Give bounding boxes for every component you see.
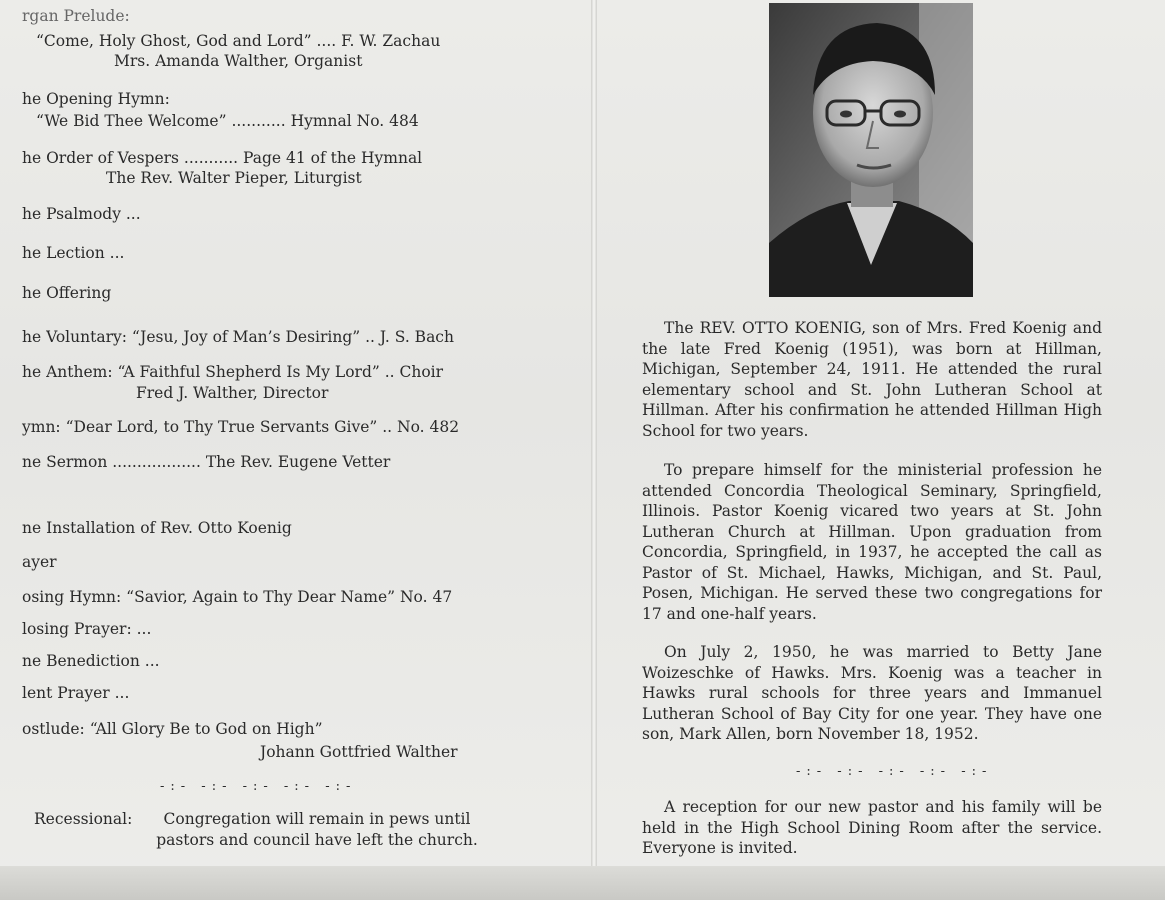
opening-hymn-heading: he Opening Hymn: xyxy=(22,90,170,108)
order-of-vespers: he Order of Vespers ........... Page 41 of the Hymnal xyxy=(22,149,423,167)
installation: ne Installation of Rev. Otto Koenig xyxy=(22,519,292,537)
program-divider: -:- -:- -:- -:- -:- xyxy=(160,779,357,794)
organ-prelude-heading: rgan Prelude: xyxy=(22,7,130,25)
organ-prelude-performer: Mrs. Amanda Walther, Organist xyxy=(114,52,363,70)
bio-paragraph-3: On July 2, 1950, he was married to Betty Jane Woizeschke of Hawks. Mrs. Koenig was a teacher in Hawks rural schools for three years and Immanuel Lutheran School of Bay City for one year. They have one son, Mark Allen, born November 18, 1952. xyxy=(642,643,1102,743)
prayer: ayer xyxy=(22,553,57,571)
reception-notice: A reception for our new pastor and his family will be held in the High School Dining Room after the service. Everyone is invited. xyxy=(642,798,1102,857)
bio-paragraph-1: The REV. OTTO KOENIG, son of Mrs. Fred Koenig and the late Fred Koenig (1951), was born at Hillman, Michigan, September 24, 1911. He attended the rural elementary school and St. John Lutheran School at Hillman. After his confirmation he attended Hillman High School for two years. xyxy=(642,319,1102,440)
bio-paragraph-2: To prepare himself for the ministerial profession he attended Concordia Theological Seminary, Springfield, Illinois. Pastor Koenig vicared two years at St. John Lutheran Church at Hillman. Upon graduation from Concordia, Springfield, in 1937, he accepted the call as Pastor of St. Michael, Hawks, Michigan, and St. Paul, Posen, Michigan. He served these two congregations for 17 and one-half years. xyxy=(642,461,1102,623)
lection: he Lection ... xyxy=(22,244,125,262)
postlude: ostlude: “All Glory Be to God on High” xyxy=(22,720,323,738)
organ-prelude-line: “Come, Holy Ghost, God and Lord” .... F. W. Zachau xyxy=(36,32,441,50)
vespers-liturgist: The Rev. Walter Pieper, Liturgist xyxy=(106,169,362,187)
postlude-composer: Johann Gottfried Walther xyxy=(260,743,458,761)
recessional-label: Recessional: xyxy=(34,810,133,828)
anthem-1-director: Fred J. Walther, Director xyxy=(136,384,329,402)
psalmody: he Psalmody ... xyxy=(22,205,141,223)
closing-prayer: losing Prayer: ... xyxy=(22,620,152,638)
voluntary: he Voluntary: “Jesu, Joy of Man’s Desiring” .. J. S. Bach xyxy=(22,328,454,346)
recessional-text: Congregation will remain in pews until pastors and council have left the church. xyxy=(156,810,478,849)
closing-hymn: osing Hymn: “Savior, Again to Thy Dear Name” No. 47 xyxy=(22,588,453,606)
silent-prayer: lent Prayer ... xyxy=(22,684,130,702)
page-fold xyxy=(591,0,597,900)
opening-hymn-line: “We Bid Thee Welcome” ........... Hymnal No. 484 xyxy=(36,112,419,130)
anthem-1: he Anthem: “A Faithful Shepherd Is My Lord” .. Choir xyxy=(22,363,444,381)
paper-edge xyxy=(0,866,1165,900)
hymn: ymn: “Dear Lord, to Thy True Servants Give” .. No. 482 xyxy=(22,418,460,436)
offering: he Offering xyxy=(22,284,112,302)
portrait-photo xyxy=(769,3,973,297)
sermon: ne Sermon .................. The Rev. Eugene Vetter xyxy=(22,453,391,471)
benediction: ne Benediction ... xyxy=(22,652,160,670)
bio-divider: -:- -:- -:- -:- -:- xyxy=(796,764,993,779)
